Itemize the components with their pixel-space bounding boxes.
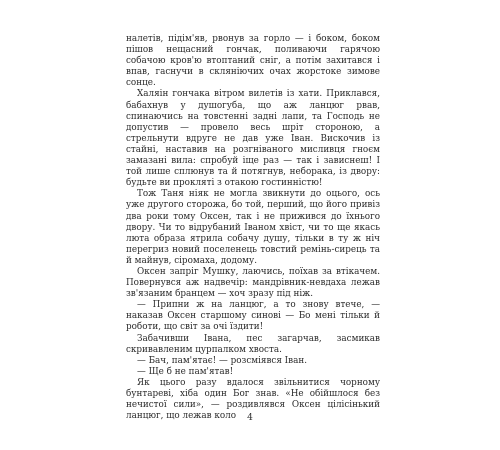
body-text [126,34,380,422]
paragraph: — Припни ж на ланцюг, а то знову втече, — наказав Оксен старшому синові — Бо мені тільки й роботи, що світ за очі їздити! [126,300,380,333]
page-number: 4 [247,413,253,423]
paragraph: — Бач, пам'ятає! — розсміявся Іван. [137,355,308,366]
paragraph: Як цього разу вдалося звільнитися чорному бунтареві, хіба один Бог знав. «Не обійшлося без нечистої сили», — роздивлявся Оксен цілісінький ланцюг, що лежав коло [126,377,380,422]
paragraph: — Ще б не пам'ятав! [137,366,234,377]
paragraph: Забачивши Івана, пес загарчав, засмикав скривавленим цурпалком хвоста. [126,333,380,355]
paragraph: налетів, підім'яв, рвонув за горло — і боком, боком пішов нещасний гончак, поливаючи гарячою собачою кров'ю втоптаний сніг, а потім захитався і впав, гаснучи в скляніючих очах жорстоке зимове сонце. [126,34,380,89]
paragraph: Халяін гончака вітром вилетів із хати. Приклався, бабахнув у душогуба, що аж ланцюг рвав, спинаючись на товстенні задні лапи, та Господь не допустив — провело весь шріт стороною, а стрельнути вдруге не дав уже Іван. Вискочив із стайні, наставив на розгніваного мисливця гноєм замазані вила: спробуй іще раз — так і зависнеш! І той лише сплюнув та й потягнув, неборака, із двору: будьте ви прокляті з отакою гостинністю! [126,89,380,189]
paragraph: Оксен запріг Мушку, лаючись, поїхав за втікачем. Повернувся аж надвечір: мандрівник-невдаха лежав зв'язаним бранцем — хоч зразу під ніж. [126,266,380,300]
paragraph: Тож Таня ніяк не могла звикнути до оцього, ось уже другого сторожа, бо той, перший, що його привіз два роки тому Оксен, так і не прижився до їхнього двору. Чи то відрубаний Іваном хвіст, чи то ще якась люта образа ятрила собачу душу, тільки в ту ж ніч перегриз новий поселенець товстий ремінь-сирець та й майнув, сіромаха, додому. [126,189,380,266]
